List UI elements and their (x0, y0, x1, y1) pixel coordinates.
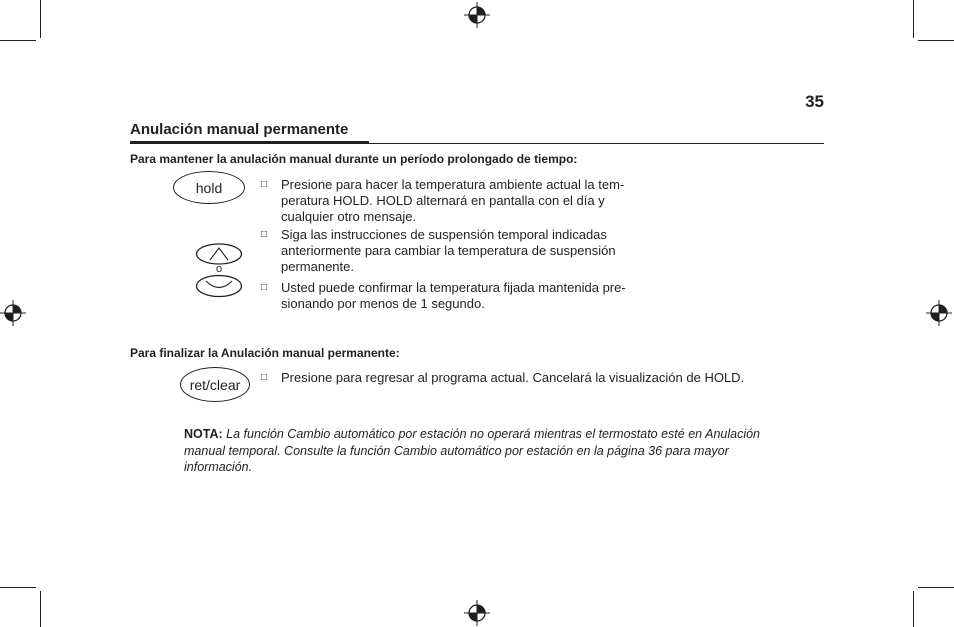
bullet-box-icon: □ (261, 229, 268, 240)
registration-mark-icon (464, 2, 490, 28)
ret-clear-button (180, 367, 250, 402)
note-text: La función Cambio automático por estación no operará mientras el termostato esté en Anulación manual temporal. Consulte la función Cambio automático por estación en la página 36 para mayor información. (184, 427, 761, 474)
registration-mark-icon (464, 600, 490, 626)
registration-mark-icon (926, 300, 952, 326)
note-label: NOTA: (184, 427, 223, 441)
page-number: 35 (805, 92, 824, 111)
list-item-text: Presione para regresar al programa actual. Cancelará la visualización de HOLD. (281, 370, 745, 385)
title-underline (130, 141, 369, 144)
registration-mark-icon (0, 300, 26, 326)
bullet-box-icon: □ (261, 372, 268, 383)
ret-clear-button-label: ret/clear (189, 376, 241, 393)
note-paragraph (184, 426, 764, 476)
list-item-text: Presione para hacer la temperatura ambiente actual la tem-peratura HOLD. HOLD alternará en pantalla con el día y cualquier otro mensaje. (281, 177, 625, 224)
crop-mark (0, 587, 36, 588)
up-arrow-button-icon (195, 243, 243, 265)
crop-mark (0, 40, 36, 41)
or-label: o (215, 263, 223, 275)
list-item-text: Siga las instrucciones de suspensión temporal indicadas anteriormente para cambiar la temperatura de suspensión permanente. (281, 227, 616, 274)
crop-mark (913, 591, 914, 627)
down-arrow-button-icon (195, 274, 243, 298)
crop-mark (918, 40, 954, 41)
hold-button (173, 171, 245, 204)
list-item (261, 370, 781, 386)
list-item (261, 177, 646, 225)
bullet-box-icon: □ (261, 282, 268, 293)
list-item-text: Usted puede confirmar la temperatura fijada mantenida pre-sionando por menos de 1 segundo. (281, 280, 626, 311)
crop-mark (40, 0, 41, 38)
bullet-box-icon: □ (261, 179, 268, 190)
hold-button-label: hold (195, 179, 223, 196)
subheading-keep-override: Para mantener la anulación manual durante un período prolongado de tiempo: (130, 152, 578, 166)
section-title: Anulación manual permanente (130, 121, 349, 138)
list-item (261, 280, 646, 312)
list-item (261, 227, 646, 275)
crop-mark (918, 587, 954, 588)
crop-mark (40, 591, 41, 627)
crop-mark (913, 0, 914, 38)
subheading-end-override: Para finalizar la Anulación manual permanente: (130, 346, 400, 360)
